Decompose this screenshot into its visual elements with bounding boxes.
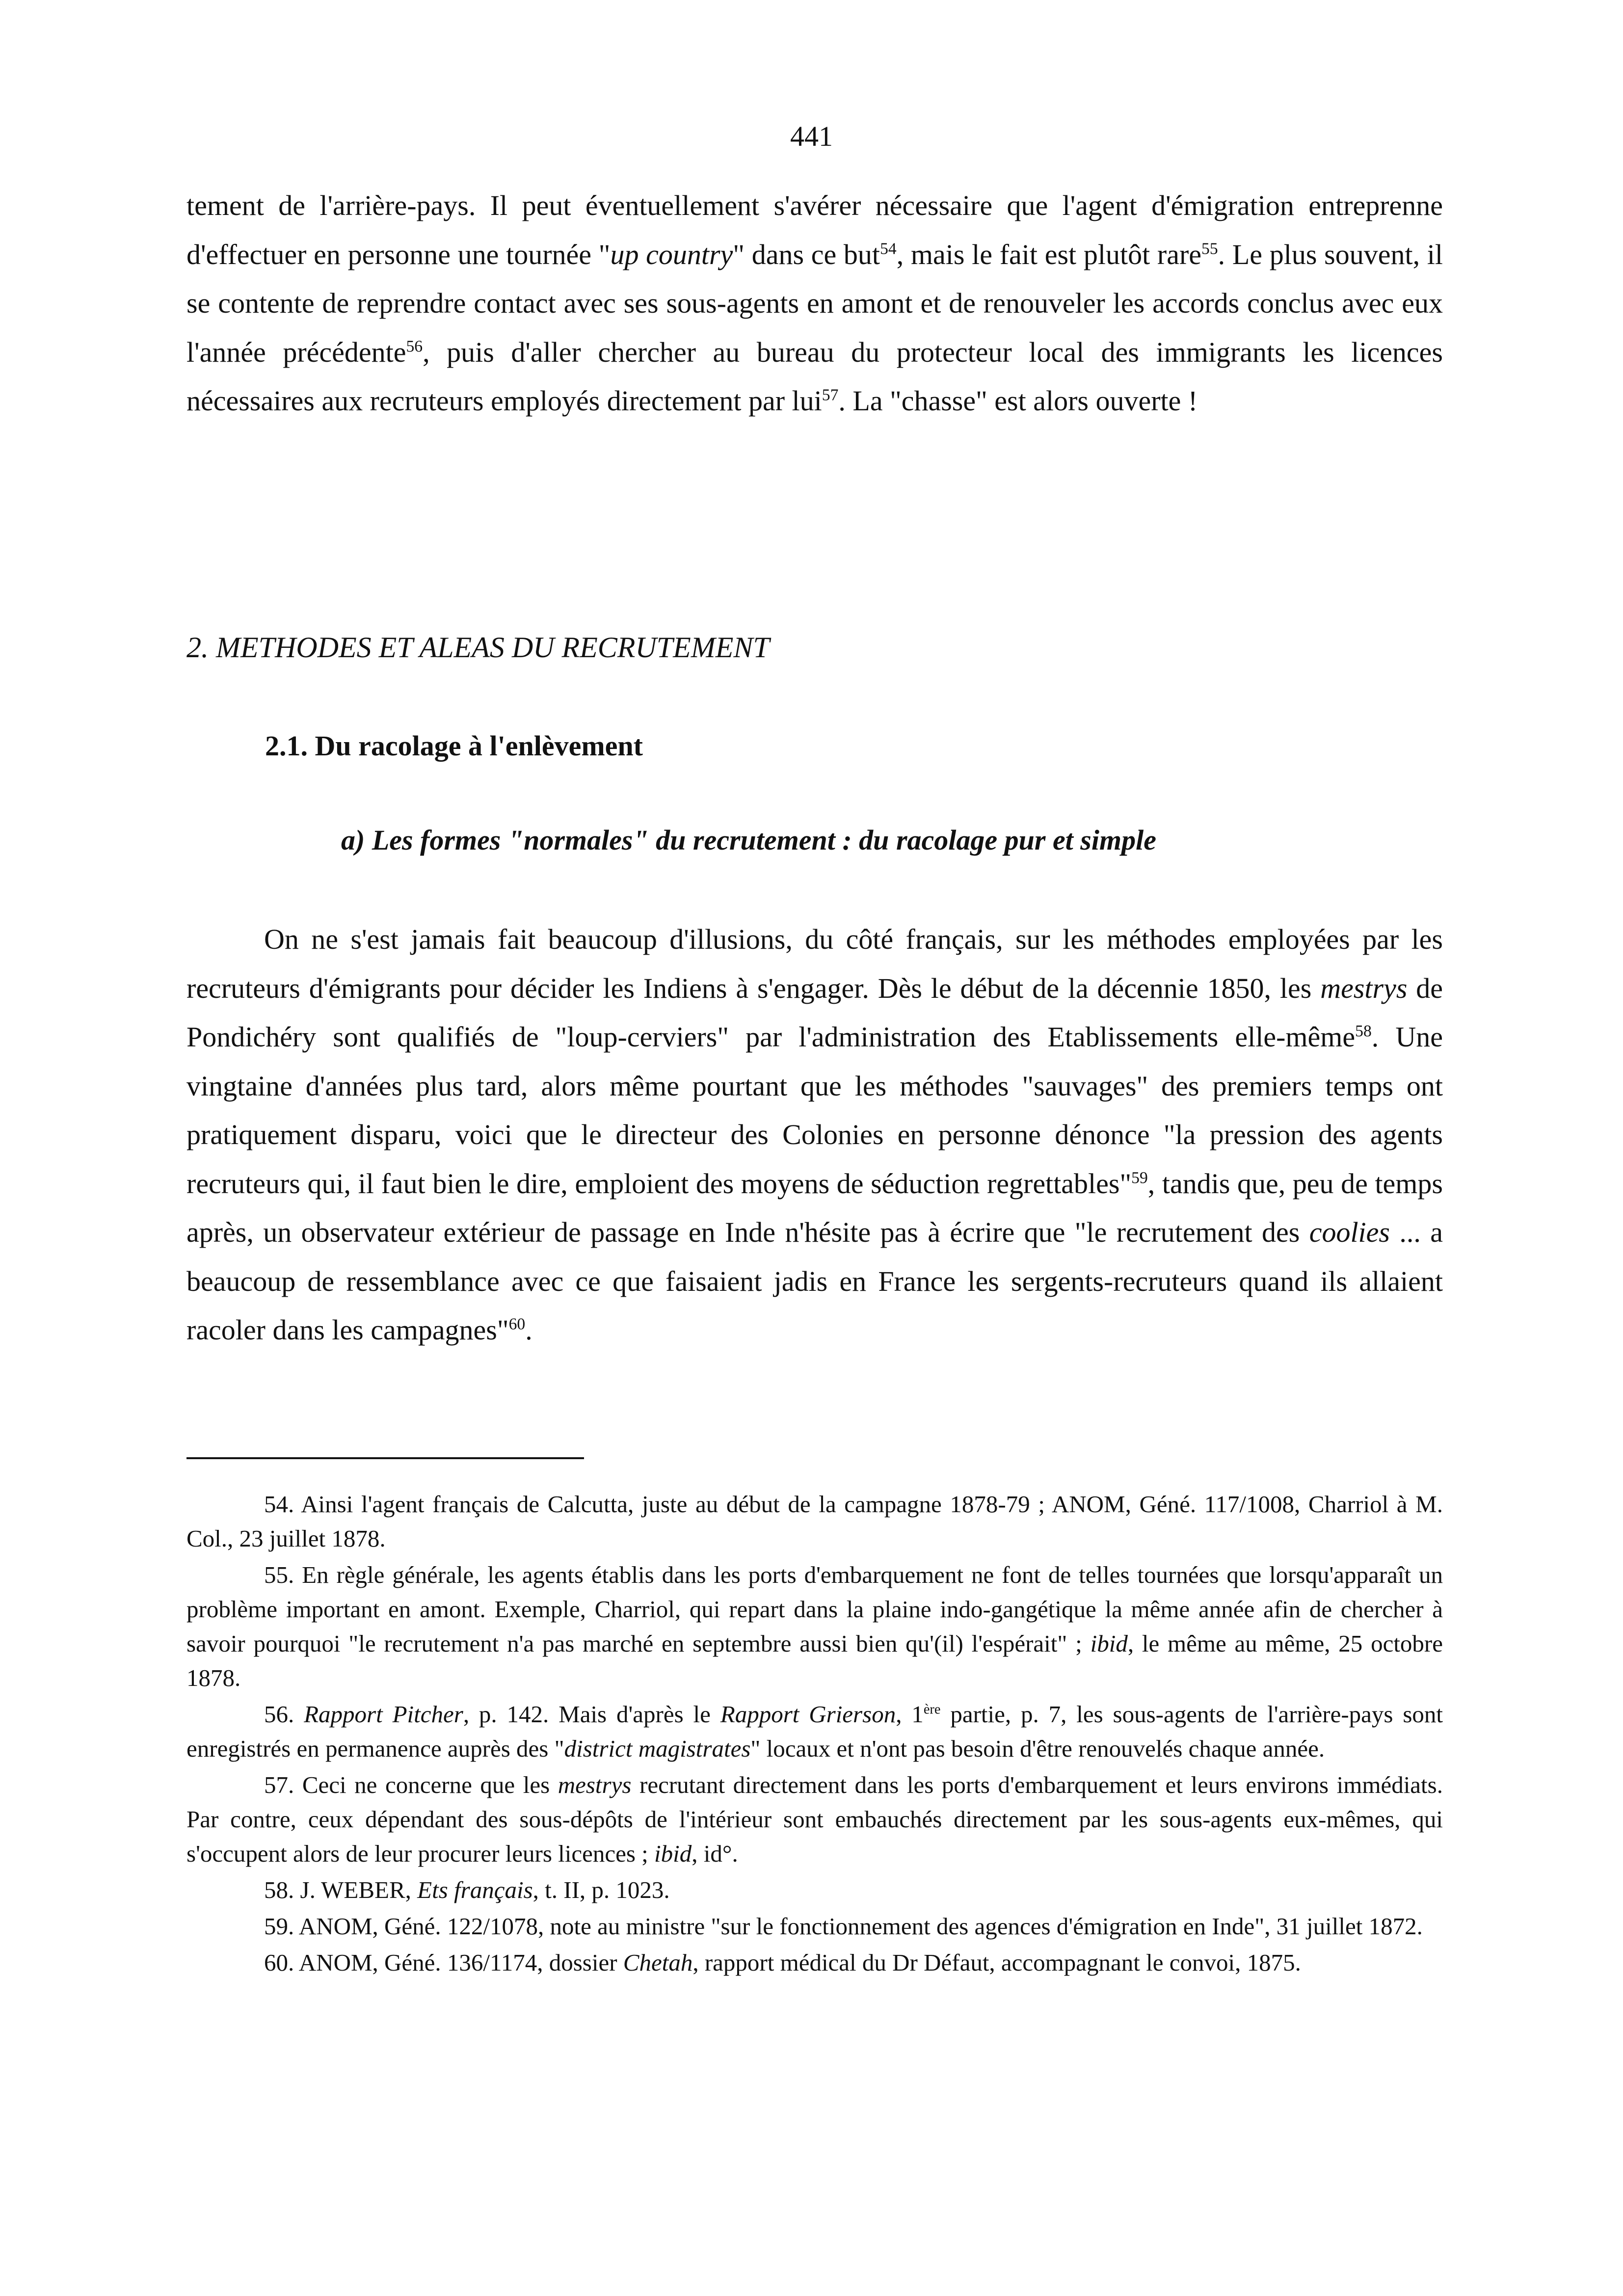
footnote-59: 59. ANOM, Géné. 122/1078, note au ministre "sur le fonctionnement des agences d'émigration en Inde", 31 juillet 1872. xyxy=(264,1913,1423,1940)
emphasis-up-country: up country xyxy=(610,238,733,270)
footnote-57: 57. Ceci ne concerne que les mestrys recrutant directement dans les ports d'embarquement et leurs environs immédiats. Par contre, ceux dépendant des sous-dépôts de l'intérieur sont embauchés directement par les sous-agents eux-mêmes, qui s'occupent alors de leur procurer leurs licences ; ibid, id°. xyxy=(186,1771,1443,1867)
footnote-55: 55. En règle générale, les agents établis dans les ports d'embarquement ne font de telles tournées que lorsqu'apparaît un problème important en amont. Exemple, Charriol, qui repart dans la plaine indo-gangétique la même année afin de chercher à savoir pourquoi "le recrutement n'a pas marché en septembre aussi bien qu'(il) l'espérait" ; ibid, le même au même, 25 octobre 1878. xyxy=(186,1561,1443,1691)
emphasis-coolies: coolies xyxy=(1309,1216,1390,1248)
footnote-ref-56[interactable]: 56 xyxy=(406,337,423,356)
subsection-heading: 2.1. Du racolage à l'enlèvement xyxy=(265,730,643,762)
subsubsection-heading: a) Les formes "normales" du recrutement : du racolage pur et simple xyxy=(341,824,1156,856)
emphasis-mestrys: mestrys xyxy=(1320,972,1408,1004)
footnote-ref-59[interactable]: 59 xyxy=(1131,1169,1148,1187)
footnote-56: 56. Rapport Pitcher, p. 142. Mais d'après le Rapport Grierson, 1ère partie, p. 7, les sous-agents de l'arrière-pays sont enregistrés en permanence auprès des "district magistrates" locaux et n'ont pas besoin d'être renouvelés chaque année. xyxy=(186,1701,1443,1762)
footnote-58: 58. J. WEBER, Ets français, t. II, p. 1023. xyxy=(264,1876,670,1903)
footnotes xyxy=(186,1487,1443,1982)
footnote-ref-55[interactable]: 55 xyxy=(1201,240,1218,258)
footnote-ref-58[interactable]: 58 xyxy=(1355,1022,1372,1041)
footnote-separator xyxy=(186,1457,584,1459)
footnote-ref-54[interactable]: 54 xyxy=(880,240,897,258)
section-heading: 2. METHODES ET ALEAS DU RECRUTEMENT xyxy=(186,631,770,664)
page-number: 441 xyxy=(790,120,833,152)
footnote-60: 60. ANOM, Géné. 136/1174, dossier Chetah, rapport médical du Dr Défaut, accompagnant le convoi, 1875. xyxy=(264,1949,1301,1976)
footnote-54: 54. Ainsi l'agent français de Calcutta, juste au début de la campagne 1878-79 ; ANOM, Géné. 117/1008, Charriol à M. Col., 23 juillet 1878. xyxy=(186,1491,1443,1552)
footnote-ref-57[interactable]: 57 xyxy=(822,386,839,404)
body-paragraph-1: tement de l'arrière-pays. Il peut éventuellement s'avérer nécessaire que l'agent d'émigration entreprenne d'effectuer en personne une tournée "up country" dans ce but$^{54}$, mais le fait est plutôt rare$^{55}$. Le plus souvent, il se contente de reprendre contact avec ses sous-agents en amont et de renouveler les accords conclus avec eux l'année précédente$^{56}$, puis d'aller chercher au bureau du protecteur local des immigrants les licences nécessaires aux recruteurs employés directement par lui$^{57}$. La "chasse" est alors ouverte ! xyxy=(186,189,1443,417)
body-paragraph-2: On ne s'est jamais fait beaucoup d'illusions, du côté français, sur les méthodes employées par les recruteurs d'émigrants pour décider les Indiens à s'engager. Dès le début de la décennie 1850, les mestrys de Pondichéry sont qualifiés de "loup-cerviers" par l'administration des Etablissements elle-même$^{58}$. Une vingtaine d'années plus tard, alors même pourtant que les méthodes "sauvages" des premiers temps ont pratiquement disparu, voici que le directeur des Colonies en personne dénonce "la pression des agents recruteurs qui, il faut bien le dire, emploient des moyens de séduction regrettables"$^{59}$, tandis que, peu de temps après, un observateur extérieur de passage en Inde n'hésite pas à écrire que "le recrutement des coolies ... a beaucoup de ressemblance avec ce que faisaient jadis en France les sergents-recruteurs quand ils allaient racoler dans les campagnes"$^{60}$. xyxy=(186,923,1443,1346)
footnote-ref-60[interactable]: 60 xyxy=(508,1315,526,1334)
